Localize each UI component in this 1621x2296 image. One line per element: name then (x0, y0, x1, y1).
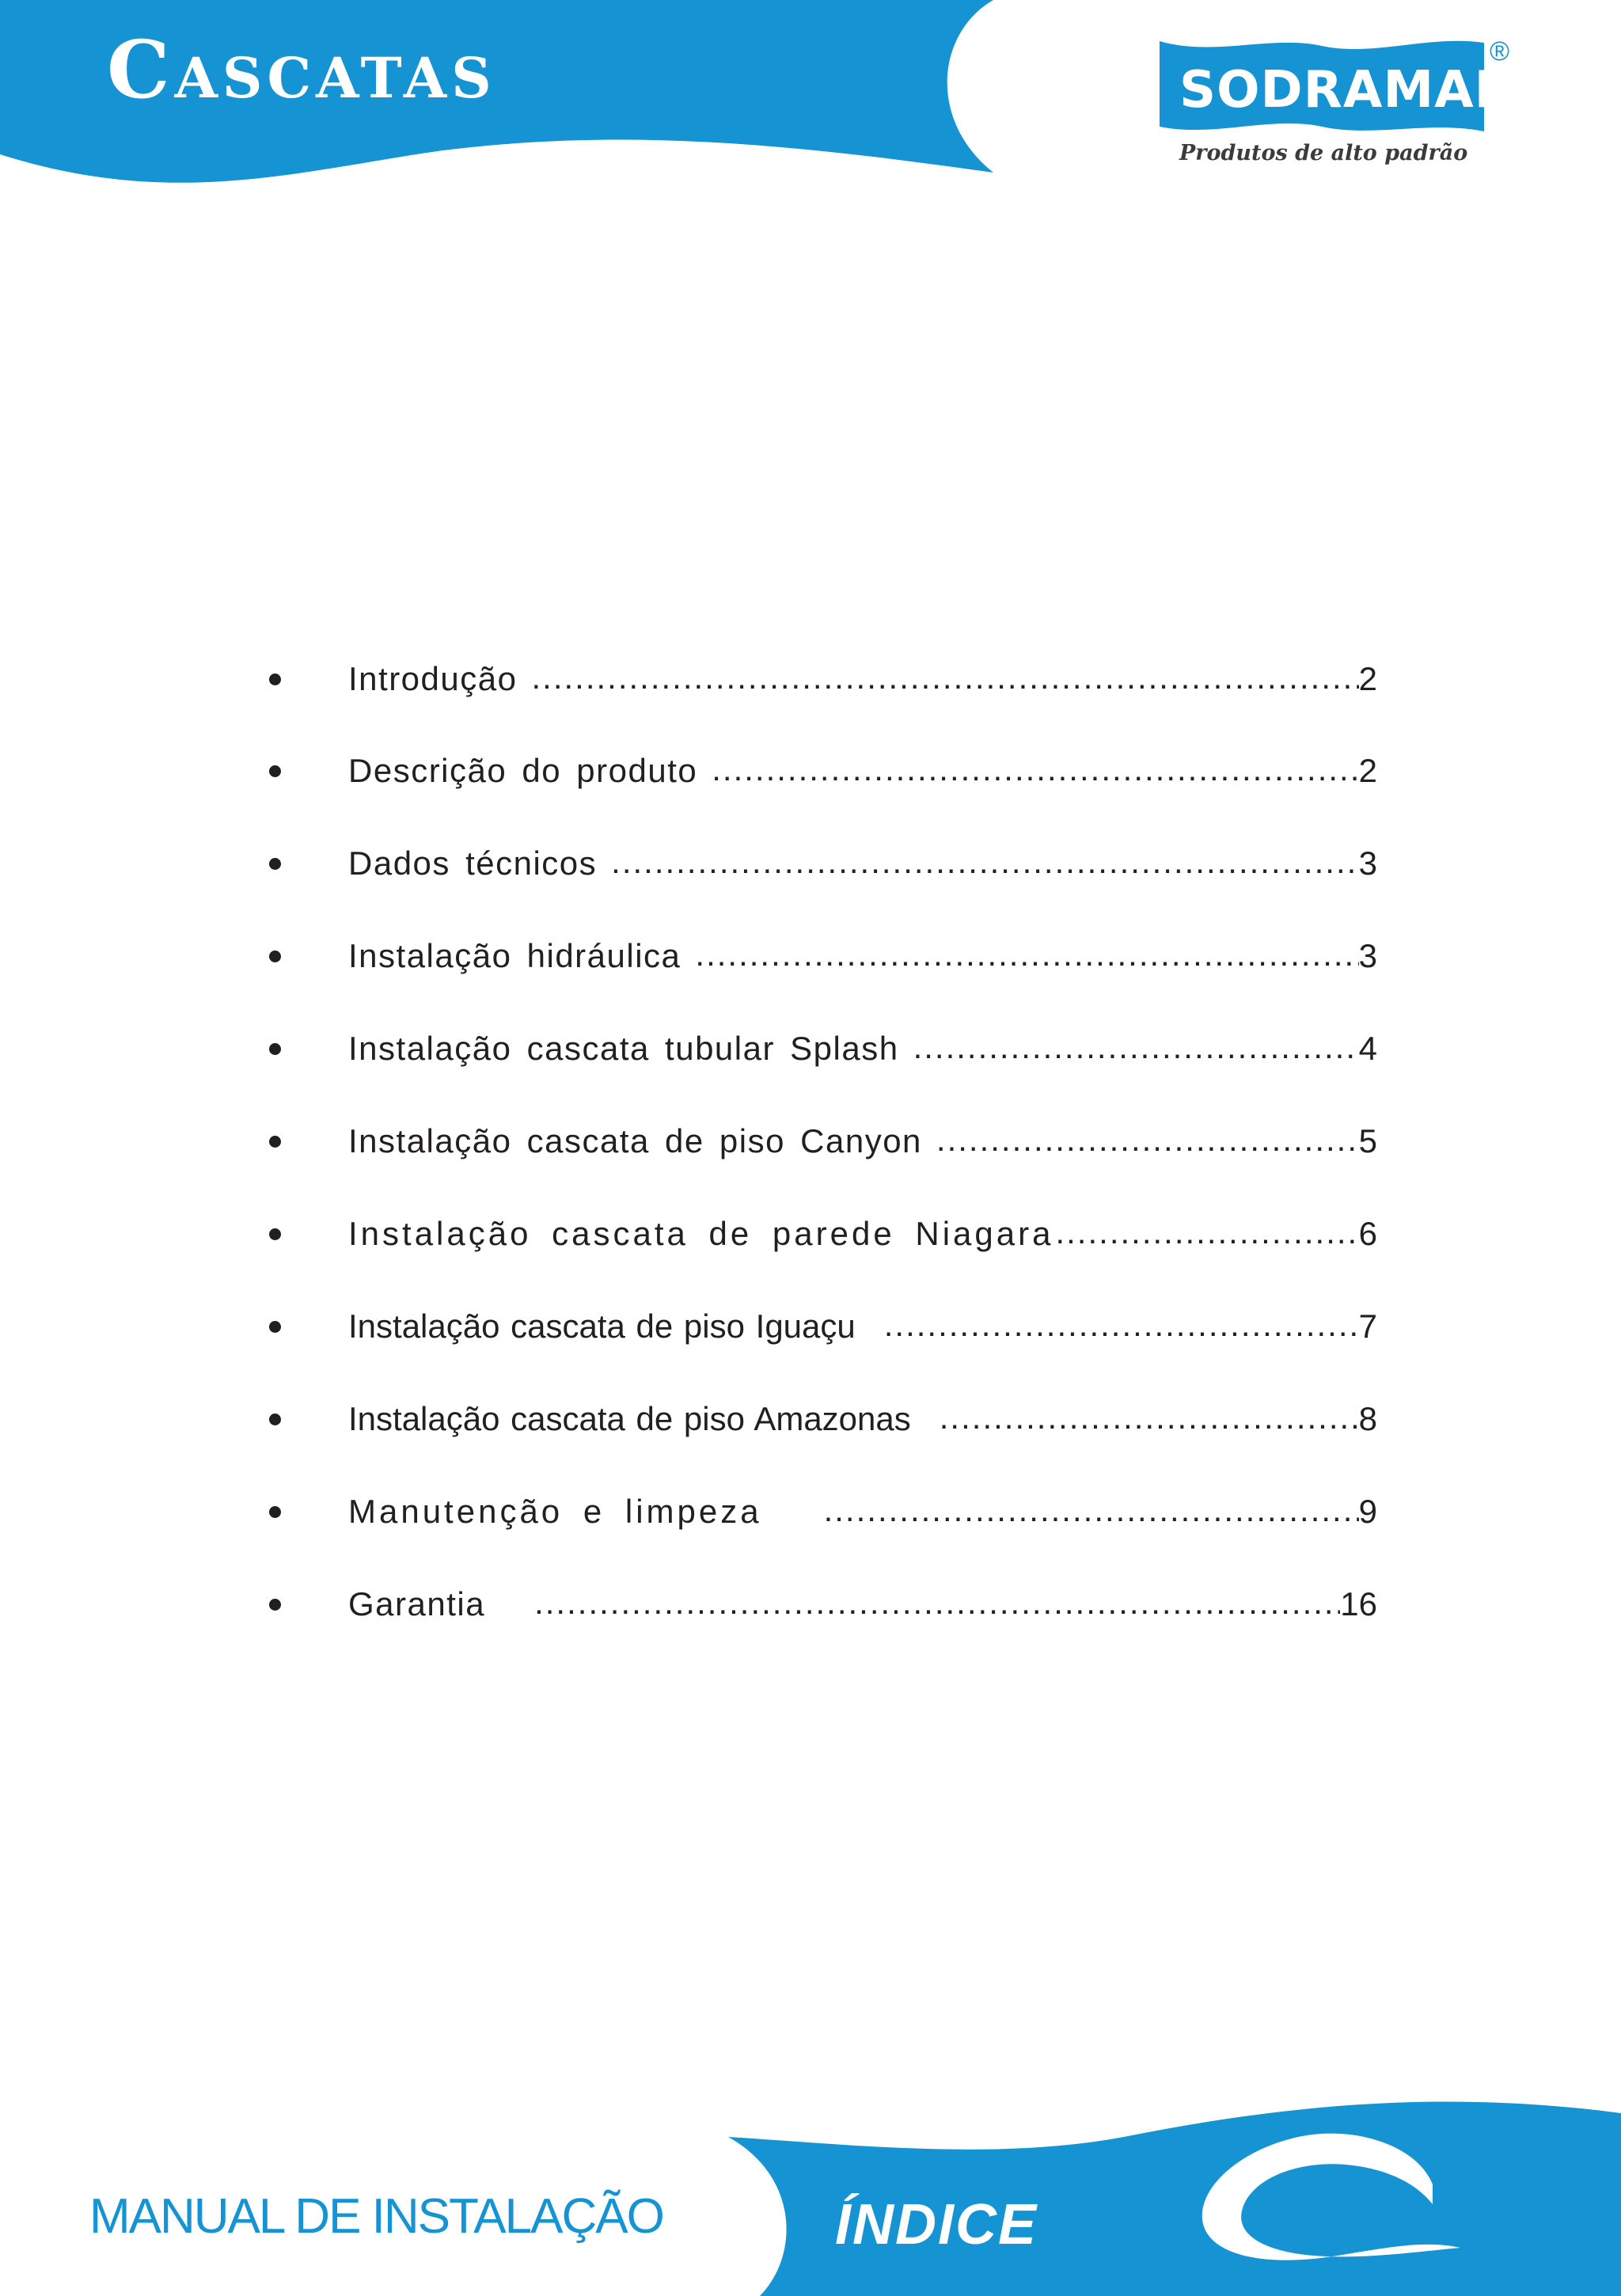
toc-label: Instalação cascata tubular Splash (348, 1030, 899, 1067)
toc-page-number: 9 (1358, 1493, 1377, 1530)
toc-label: Introdução (348, 660, 518, 697)
toc-page-number: 8 (1358, 1400, 1377, 1437)
wave-swirl-icon (1179, 2129, 1464, 2271)
toc-item-manutencao[interactable] (269, 1490, 1377, 1534)
toc-item-introducao[interactable] (269, 657, 1377, 701)
leader-dots (884, 1306, 1359, 1344)
leader-dots (695, 935, 1358, 973)
leader-dots (531, 658, 1358, 696)
bullet-icon (269, 765, 281, 777)
toc-item-descricao[interactable] (269, 749, 1377, 793)
page-title: Cascatas (107, 23, 496, 116)
bullet-icon (269, 1414, 281, 1425)
toc-item-instalacao-hidraulica[interactable] (269, 934, 1377, 978)
toc-label: Instalação hidráulica (348, 937, 681, 974)
toc-page-number: 3 (1358, 844, 1377, 882)
toc-label: Manutenção e limpeza (348, 1493, 762, 1530)
logo-text: SODRAMAR (1179, 61, 1514, 120)
bullet-icon (269, 1136, 281, 1148)
bullet-icon (269, 951, 281, 962)
toc-page-number: 2 (1358, 752, 1377, 789)
leader-dots (940, 1398, 1359, 1436)
toc-page-number: 2 (1358, 660, 1377, 697)
toc-page-number: 16 (1340, 1585, 1377, 1622)
toc-label: Instalação cascata de piso Iguaçu (348, 1307, 856, 1345)
leader-dots (1055, 1213, 1358, 1251)
bullet-icon (269, 674, 281, 685)
toc-item-amazonas[interactable] (269, 1397, 1377, 1441)
bullet-icon (269, 1043, 281, 1055)
bullet-icon (269, 1506, 281, 1518)
bullet-icon (269, 1228, 281, 1240)
bullet-icon (269, 1599, 281, 1611)
registered-mark: ® (1490, 36, 1510, 66)
toc-item-iguacu[interactable] (269, 1304, 1377, 1349)
toc-label: Instalação cascata de piso Canyon (348, 1122, 922, 1159)
toc-label: Descrição do produto (348, 752, 698, 789)
toc-item-niagara[interactable] (269, 1212, 1377, 1256)
toc-item-splash[interactable] (269, 1027, 1377, 1071)
section-label: ÍNDICE (835, 2193, 1038, 2256)
toc-label: Garantia (348, 1585, 486, 1622)
toc-label: Instalação cascata de parede Niagara (348, 1215, 1054, 1252)
leader-dots (824, 1491, 1359, 1529)
toc-page-number: 7 (1358, 1307, 1377, 1345)
toc-page-number: 5 (1358, 1122, 1377, 1159)
logo-tagline: Produtos de alto padrão (1179, 141, 1468, 165)
toc-item-dados-tecnicos[interactable] (269, 841, 1377, 886)
leader-dots (611, 843, 1358, 881)
bullet-icon (269, 1321, 281, 1333)
leader-dots (712, 750, 1358, 788)
bullet-icon (269, 858, 281, 870)
toc-item-canyon[interactable] (269, 1119, 1377, 1163)
toc-page-number: 4 (1358, 1030, 1377, 1067)
toc-label: Dados técnicos (348, 844, 598, 882)
leader-dots (936, 1121, 1359, 1159)
leader-dots (913, 1028, 1359, 1066)
manual-label: MANUAL DE INSTALAÇÃO (89, 2189, 663, 2244)
toc-page-number: 3 (1358, 937, 1377, 974)
toc-item-garantia[interactable] (269, 1582, 1377, 1626)
leader-dots (534, 1584, 1340, 1622)
toc-label: Instalação cascata de piso Amazonas (348, 1400, 911, 1437)
toc-page-number: 6 (1358, 1215, 1377, 1252)
